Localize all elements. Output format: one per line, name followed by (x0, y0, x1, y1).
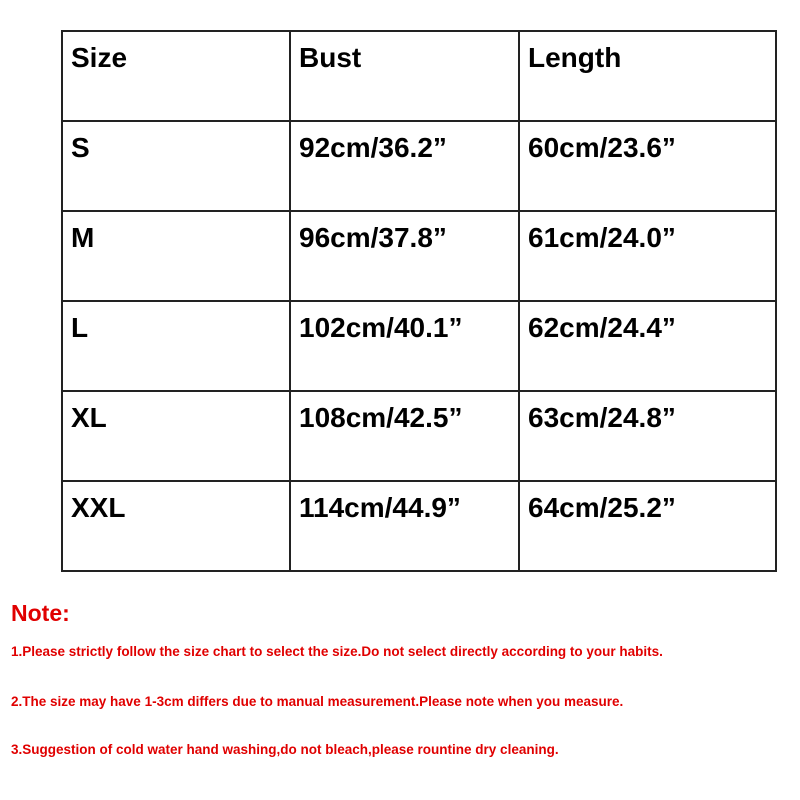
cell-size: M (62, 211, 290, 301)
note-item: 2.The size may have 1-3cm differs due to manual measurement.Please note when you measure. (11, 694, 624, 709)
cell-bust: 96cm/37.8” (290, 211, 519, 301)
cell-bust: 108cm/42.5” (290, 391, 519, 481)
cell-length: 63cm/24.8” (519, 391, 776, 481)
table-row (62, 301, 776, 391)
cell-length: 61cm/24.0” (519, 211, 776, 301)
cell-size: XL (62, 391, 290, 481)
note-item: 3.Suggestion of cold water hand washing,do not bleach,please rountine dry cleaning. (11, 742, 559, 757)
note-title: Note: (11, 600, 70, 626)
cell-size: L (62, 301, 290, 391)
cell-bust: 114cm/44.9” (290, 481, 519, 571)
size-chart-table (61, 30, 777, 572)
cell-length: 64cm/25.2” (519, 481, 776, 571)
header-size: Size (62, 31, 290, 121)
cell-size: XXL (62, 481, 290, 571)
cell-length: 60cm/23.6” (519, 121, 776, 211)
header-length: Length (519, 31, 776, 121)
table-row (62, 391, 776, 481)
note-item: 1.Please strictly follow the size chart to select the size.Do not select directly according to your habits. (11, 644, 663, 659)
table-row (62, 121, 776, 211)
table-row (62, 211, 776, 301)
header-bust: Bust (290, 31, 519, 121)
table-header-row (62, 31, 776, 121)
table-row (62, 481, 776, 571)
cell-length: 62cm/24.4” (519, 301, 776, 391)
cell-size: S (62, 121, 290, 211)
cell-bust: 92cm/36.2” (290, 121, 519, 211)
cell-bust: 102cm/40.1” (290, 301, 519, 391)
